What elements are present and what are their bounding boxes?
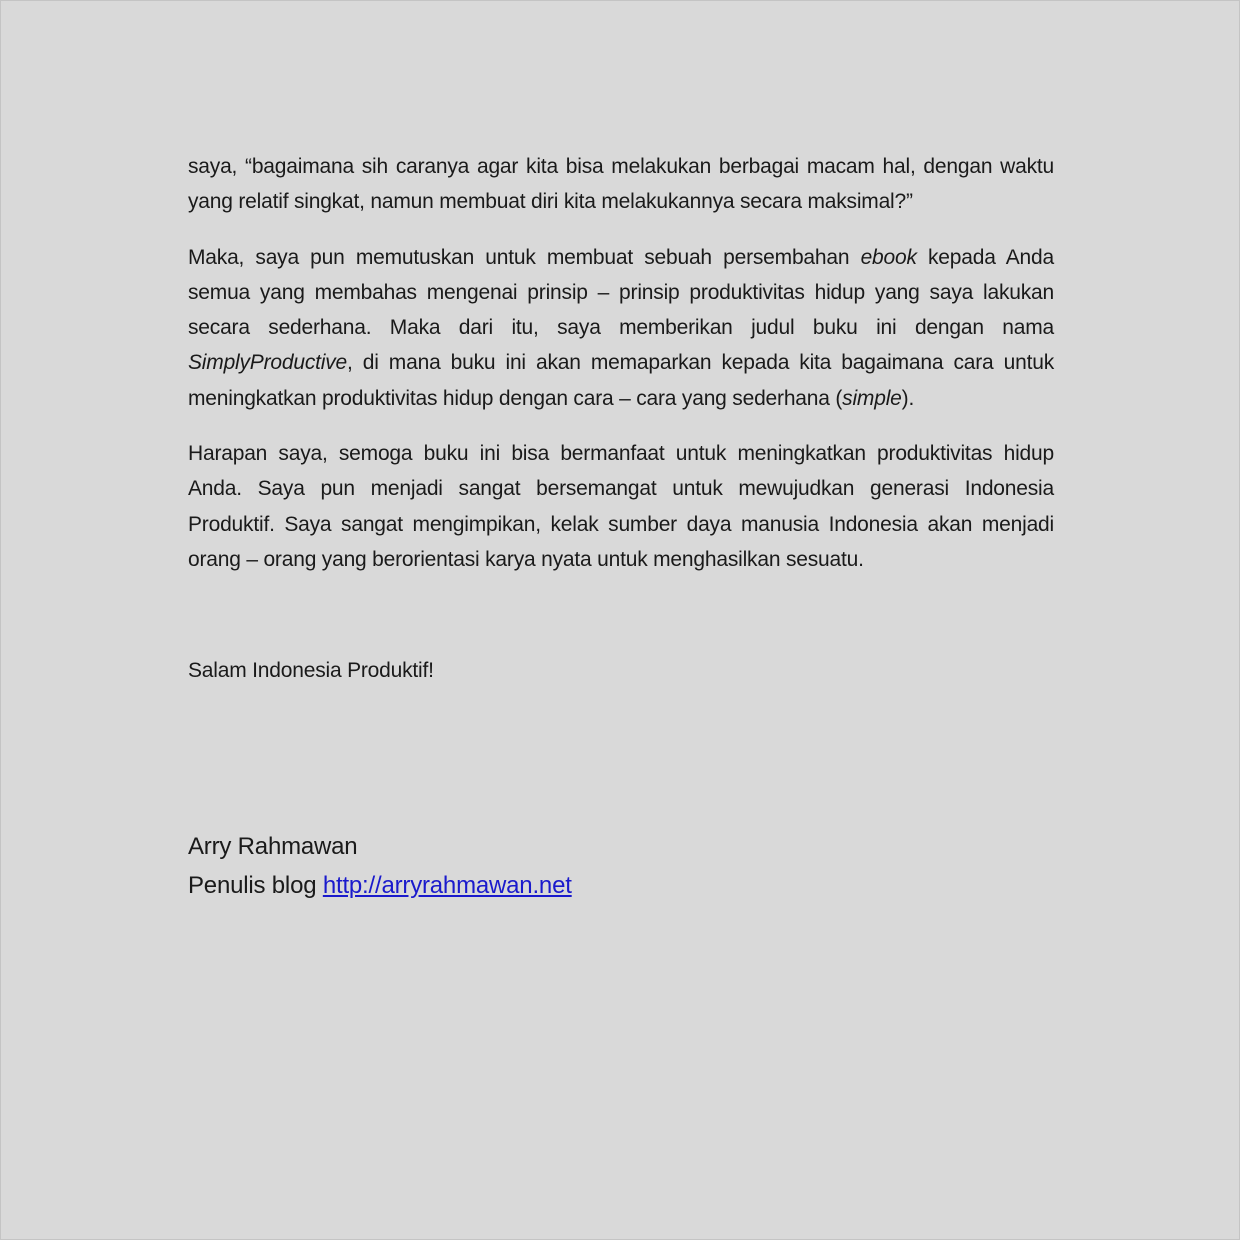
paragraph-3 bbox=[188, 436, 1054, 577]
paragraph-2-text: ). bbox=[901, 386, 915, 410]
paragraph-1-text: saya, “bagaimana sih caranya agar kita bisa melakukan berbagai macam hal, dengan waktu yang relatif singkat, namun membuat diri kita melakukannya secara maksimal?” bbox=[188, 155, 1054, 214]
blog-link[interactable]: http://arryrahmawan.net bbox=[322, 872, 572, 899]
paragraph-2-text: Maka, saya pun memutuskan untuk membuat sebuah persembahan bbox=[188, 245, 861, 269]
italic-term-simple: simple bbox=[842, 386, 902, 410]
paragraph-2-text: kepada Anda semua yang membahas mengenai prinsip – prinsip produktivitas hidup yang saya lakukan secara sederhana. Maka dari itu, saya memberikan judul buku ini dengan nama bbox=[188, 245, 1054, 340]
closing-greeting: Salam Indonesia Produktif! bbox=[188, 659, 434, 682]
italic-term-simplyproductive: SimplyProductive bbox=[188, 351, 348, 375]
italic-term-ebook: ebook bbox=[860, 245, 917, 269]
author-role-prefix: Penulis blog bbox=[188, 872, 323, 899]
paragraph-3-text: Harapan saya, semoga buku ini bisa bermanfaat untuk meningkatkan produktivitas hidup Anda. Saya pun menjadi sangat bersemangat untuk mewujudkan generasi Indonesia Produktif. Saya sangat mengimpikan, kelak sumber daya manusia Indonesia akan menjadi orang – orang yang berorientasi karya nyata untuk menghasilkan sesuatu. bbox=[188, 442, 1054, 571]
paragraph-2 bbox=[188, 240, 1054, 416]
author-role bbox=[188, 866, 572, 905]
author-name: Arry Rahmawan bbox=[188, 833, 358, 860]
paragraph-1 bbox=[188, 149, 1054, 220]
body-text bbox=[188, 149, 1054, 597]
paragraph-2-text: , di mana buku ini akan memaparkan kepada kita bagaimana cara untuk meningkatkan produktivitas hidup dengan cara – cara yang sederhana ( bbox=[188, 351, 1054, 410]
signature-block bbox=[188, 827, 572, 905]
